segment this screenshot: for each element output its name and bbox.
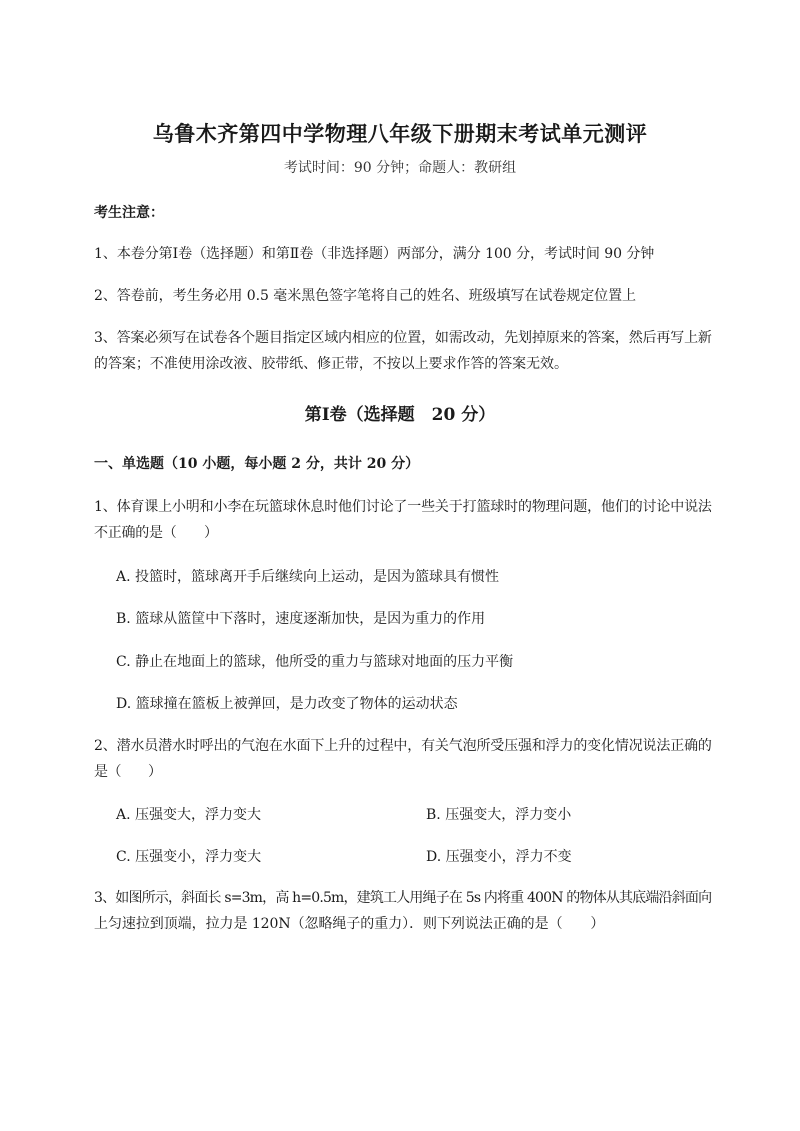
question-1-stem-line-2: 不正确的是（ ）	[94, 525, 218, 541]
notice-heading: 考生注意：	[94, 205, 164, 221]
exam-subtitle: 考试时间：90 分钟；命题人：教研组	[283, 160, 517, 176]
notice-item-2: 2、答卷前，考生务必用 0.5 毫米黑色签字笔将自己的姓名、班级填写在试卷规定位置上	[94, 288, 637, 304]
question-2-stem-line-2: 是（ ）	[94, 764, 162, 780]
section-title: 第Ⅰ卷（选择题 20 分）	[304, 405, 496, 425]
question-2-stem-line-1: 2、潜水员潜水时呼出的气泡在水面下上升的过程中，有关气泡所受压强和浮力的变化情况说法正确的	[94, 738, 712, 754]
exam-title: 乌鲁木齐第四中学物理八年级下册期末考试单元测评	[152, 121, 648, 146]
notice-item-1: 1、本卷分第Ⅰ卷（选择题）和第Ⅱ卷（非选择题）两部分，满分 100 分，考试时间 90 分钟	[94, 246, 655, 262]
question-1-option-a: A. 投篮时，篮球离开手后继续向上运动，是因为篮球具有惯性	[116, 569, 500, 585]
notice-item-3-line-2: 的答案；不准使用涂改液、胶带纸、修正带，不按以上要求作答的答案无效。	[94, 356, 568, 372]
notice-item-3-line-1: 3、答案必须写在试卷各个题目指定区域内相应的位置，如需改动，先划掉原来的答案，然后再写上新	[94, 330, 712, 346]
question-2-option-a: A. 压强变大，浮力变大	[116, 807, 262, 823]
question-2-option-b: B. 压强变大，浮力变小	[426, 807, 572, 823]
question-1-option-b: B. 篮球从篮筐中下落时，速度逐渐加快，是因为重力的作用	[116, 611, 486, 627]
question-3-stem-line-1: 3、如图所示，斜面长 s=3m，高 h=0.5m，建筑工人用绳子在 5s 内将重 400N 的物体从其底端沿斜面向	[94, 890, 712, 906]
question-1-option-c: C. 静止在地面上的篮球，他所受的重力与篮球对地面的压力平衡	[116, 654, 514, 670]
question-3-stem-line-2: 上匀速拉到顶端，拉力是 120N（忽略绳子的重力）．则下列说法正确的是（ ）	[94, 916, 605, 932]
question-2-option-d: D. 压强变小，浮力不变	[426, 849, 572, 865]
question-1-stem-line-1: 1、体育课上小明和小李在玩篮球休息时他们讨论了一些关于打篮球时的物理问题，他们的讨论中说法	[94, 499, 712, 515]
question-2-option-c: C. 压强变小，浮力变大	[116, 849, 262, 865]
part-heading: 一、单选题（10 小题，每小题 2 分，共计 20 分）	[94, 456, 420, 472]
question-1-option-d: D. 篮球撞在篮板上被弹回，是力改变了物体的运动状态	[116, 696, 458, 712]
